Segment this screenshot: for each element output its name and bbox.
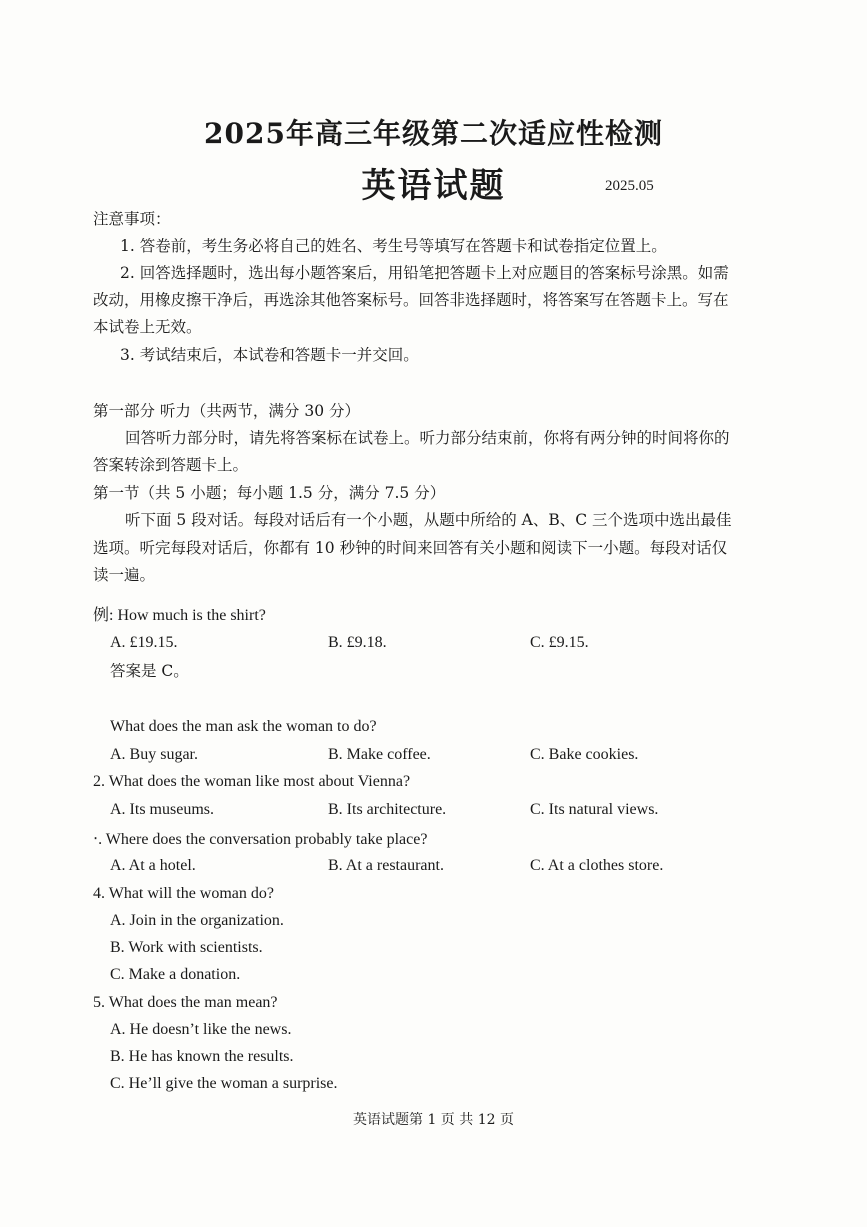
question-4-option-b: B. Work with scientists.: [110, 939, 263, 956]
part1-heading: 第一部分 听力（共两节，满分 30 分）: [93, 402, 361, 420]
question-3-text: ‧. Where does the conversation probably take place?: [93, 831, 428, 848]
example-answer: 答案是 C。: [110, 662, 189, 680]
question-2-option-c: C. Its natural views.: [530, 801, 659, 818]
question-2-option-a: A. Its museums.: [110, 801, 214, 818]
question-5-option-b: B. He has known the results.: [110, 1048, 294, 1065]
question-5-option-c: C. He’ll give the woman a surprise.: [110, 1075, 338, 1092]
exam-date: 2025.05: [605, 178, 654, 194]
section1-instructions-line-3: 读一遍。: [93, 566, 156, 584]
notice-item-2-line-2: 改动，用橡皮擦干净后，再选涂其他答案标号。回答非选择题时，将答案写在答题卡上。写在: [93, 291, 729, 309]
question-1-text: What does the man ask the woman to do?: [110, 718, 377, 735]
question-2-text: 2. What does the woman like most about Vienna?: [93, 773, 411, 790]
example-option-a: A. £19.15.: [110, 634, 178, 651]
page-footer: 英语试题第 1 页 共 12 页: [353, 1112, 514, 1128]
section1-instructions-line-1: 听下面 5 段对话。每段对话后有一个小题，从题中所给的 A、B、C 三个选项中选出最佳: [125, 511, 732, 529]
part1-intro-line-2: 答案转涂到答题卡上。: [93, 456, 249, 474]
subject-title: 英语试题: [361, 166, 506, 206]
question-1-option-a: A. Buy sugar.: [110, 746, 198, 763]
notice-item-3: 3. 考试结束后，本试卷和答题卡一并交回。: [120, 346, 419, 364]
question-5-text: 5. What does the man mean?: [93, 994, 278, 1011]
question-2-option-b: B. Its architecture.: [328, 801, 447, 818]
example-option-c: C. £9.15.: [530, 634, 589, 651]
section1-heading: 第一节（共 5 小题；每小题 1.5 分，满分 7.5 分）: [93, 484, 446, 502]
section1-instructions-line-2: 选项。听完每段对话后，你都有 10 秒钟的时间来回答有关小题和阅读下一小题。每段对话仅: [93, 539, 728, 557]
question-1-option-b: B. Make coffee.: [328, 746, 431, 763]
question-3-option-a: A. At a hotel.: [110, 857, 196, 874]
question-3-option-b: B. At a restaurant.: [328, 857, 444, 874]
question-5-option-a: A. He doesn’t like the news.: [110, 1021, 292, 1038]
part1-intro-line-1: 回答听力部分时，请先将答案标在试卷上。听力部分结束前，你将有两分钟的时间将你的: [125, 429, 730, 447]
question-1-option-c: C. Bake cookies.: [530, 746, 639, 763]
notice-item-1: 1. 答卷前，考生务必将自己的姓名、考生号等填写在答题卡和试卷指定位置上。: [120, 237, 667, 255]
notice-item-2-line-1: 2. 回答选择题时，选出每小题答案后，用铅笔把答题卡上对应题目的答案标号涂黑。如需: [120, 264, 729, 282]
question-3-option-c: C. At a clothes store.: [530, 857, 664, 874]
example-option-b: B. £9.18.: [328, 634, 387, 651]
question-4-option-c: C. Make a donation.: [110, 966, 241, 983]
example-question: 例: How much is the shirt?: [93, 607, 266, 624]
exam-title: 2025年高三年级第二次适应性检测: [204, 117, 663, 150]
question-4-text: 4. What will the woman do?: [93, 885, 274, 902]
notice-item-2-line-3: 本试卷上无效。: [93, 318, 202, 336]
notice-heading: 注意事项：: [93, 210, 171, 228]
question-4-option-a: A. Join in the organization.: [110, 912, 284, 929]
